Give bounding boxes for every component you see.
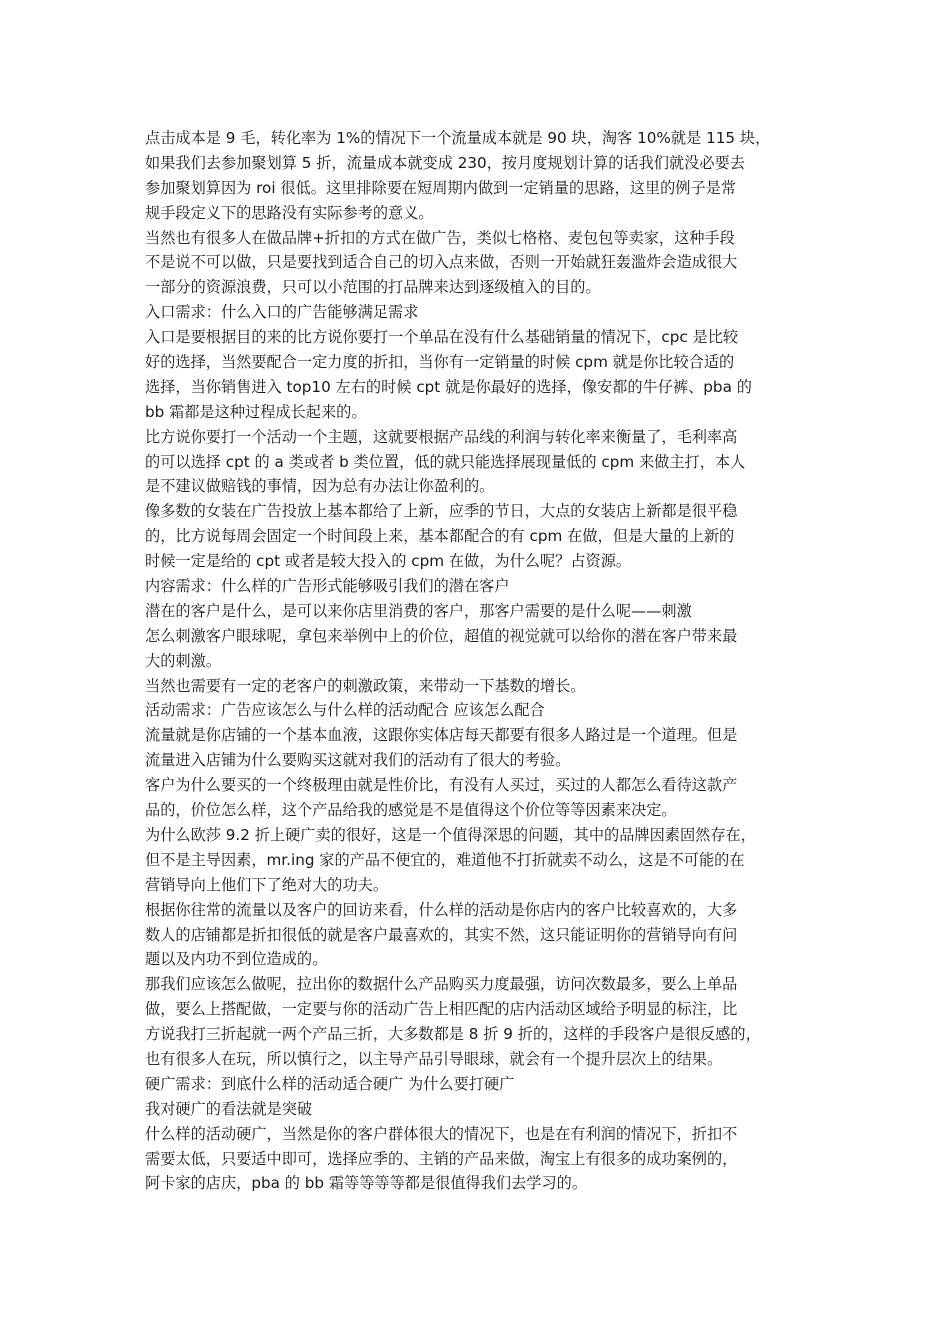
text-line: 参加聚划算因为 roi 很低。这里排除要在短周期内做到一定销量的思路，这里的例子是常 bbox=[145, 178, 737, 197]
text-line: 入口是要根据目的来的比方说你要打一个单品在没有什么基础销量的情况下，cpc 是比较 bbox=[145, 328, 739, 347]
text-line: 的，比方说每周会固定一个时间段上来，基本都配合的有 cpm 在做，但是大量的上新的 bbox=[145, 527, 735, 546]
text-line: 方说我打三折起就一两个产品三折，大多数都是 8 折 9 折的，这样的手段客户是很反感的， bbox=[145, 1025, 761, 1044]
text-line: 题以及内功不到位造成的。 bbox=[145, 950, 328, 969]
text-line: 规手段定义下的思路没有实际参考的意义。 bbox=[145, 203, 434, 222]
text-line: 比方说你要打一个活动一个主题，这就要根据产品线的利润与转化率来衡量了，毛利率高 bbox=[145, 427, 738, 446]
text-line: 不是说不可以做，只是要找到适合自己的切入点来做，否则一开始就狂轰滥炸会造成很大 bbox=[145, 253, 738, 272]
text-line: 大的刺激。 bbox=[145, 651, 221, 670]
section-heading: 硬广需求：到底什么样的活动适合硬广 为什么要打硬广 bbox=[145, 1074, 515, 1093]
text-line: 数人的店铺都是折扣很低的就是客户最喜欢的，其实不然，这只能证明你的营销导向有问 bbox=[145, 925, 738, 944]
text-line: 点击成本是 9 毛，转化率为 1%的情况下一个流量成本就是 90 块，淘客 10%就是 115 块， bbox=[145, 129, 771, 147]
text-line: bb 霜都是这种过程成长起来的。 bbox=[145, 402, 367, 421]
text-line: 营销导向上他们下了绝对大的功夫。 bbox=[145, 875, 388, 894]
text-line: 一部分的资源浪费，只可以小范围的打品牌来达到逐级植入的目的。 bbox=[145, 278, 601, 297]
text-line: 当然也有很多人在做品牌+折扣的方式在做广告，类似七格格、麦包包等卖家，这种手段 bbox=[145, 228, 735, 247]
text-line: 客户为什么要买的一个终极理由就是性价比，有没有人买过，买过的人都怎么看待这款产 bbox=[145, 776, 738, 795]
text-line: 的可以选择 cpt 的 a 类或者 b 类位置，低的就只能选择展现量低的 cpm 来做主打，本人 bbox=[145, 452, 746, 471]
text-line: 也有很多人在玩，所以慎行之，以主导产品引导眼球，就会有一个提升层次上的结果。 bbox=[145, 1049, 723, 1068]
text-line: 如果我们去参加聚划算 5 折，流量成本就变成 230，按月度规划计算的话我们就没必要去 bbox=[145, 153, 745, 172]
text-line: 时候一定是给的 cpt 或者是较大投入的 cpm 在做，为什么呢？占资源。 bbox=[145, 552, 632, 571]
section-heading: 入口需求：什么入口的广告能够满足需求 bbox=[145, 303, 419, 322]
text-line: 为什么欧莎 9.2 折上硬广卖的很好，这是一个值得深思的问题，其中的品牌因素固然存在， bbox=[145, 825, 756, 844]
text-line: 但不是主导因素，mr.ing 家的产品不便宜的，难道他不打折就卖不动么，这是不可能的在 bbox=[145, 850, 745, 869]
document-body bbox=[145, 126, 815, 1196]
text-line: 选择，当你销售进入 top10 左右的时候 cpt 就是你最好的选择，像安都的牛仔裤、pba 的 bbox=[145, 377, 752, 396]
text-line: 怎么刺激客户眼球呢，拿包来举例中上的价位，超值的视觉就可以给你的潜在客户带来最 bbox=[145, 626, 738, 645]
text-line: 潜在的客户是什么，是可以来你店里消费的客户，那客户需要的是什么呢——刺激 bbox=[145, 601, 692, 620]
section-heading: 内容需求：什么样的广告形式能够吸引我们的潜在客户 bbox=[145, 577, 510, 596]
text-line: 流量就是你店铺的一个基本血液，这跟你实体店每天都要有很多人路过是一个道理。但是 bbox=[145, 726, 738, 745]
text-line: 做，要么上搭配做，一定要与你的活动广告上相匹配的店内活动区域给予明显的标注，比 bbox=[145, 1000, 738, 1019]
text-line: 根据你往常的流量以及客户的回访来看，什么样的活动是你店内的客户比较喜欢的，大多 bbox=[145, 900, 738, 919]
text-line: 当然也需要有一定的老客户的刺激政策，来带动一下基数的增长。 bbox=[145, 676, 586, 695]
text-line: 阿卡家的店庆，pba 的 bb 霜等等等等都是很值得我们去学习的。 bbox=[145, 1174, 588, 1193]
text-line: 流量进入店铺为什么要购买这就对我们的活动有了很大的考验。 bbox=[145, 751, 571, 770]
text-line: 好的选择，当然要配合一定力度的折扣，当你有一定销量的时候 cpm 就是你比较合适的 bbox=[145, 353, 735, 372]
text-line: 那我们应该怎么做呢，拉出你的数据什么产品购买力度最强，访问次数最多，要么上单品 bbox=[145, 975, 738, 994]
text-line: 品的，价位怎么样，这个产品给我的感觉是不是值得这个价位等等因素来决定。 bbox=[145, 801, 677, 820]
text-line: 像多数的女装在广告投放上基本都给了上新，应季的节日，大点的女装店上新都是很平稳 bbox=[145, 502, 738, 521]
text-line: 需要太低，只要适中即可，选择应季的、主销的产品来做，淘宝上有很多的成功案例的， bbox=[145, 1149, 738, 1168]
section-heading: 活动需求：广告应该怎么与什么样的活动配合 应该怎么配合 bbox=[145, 701, 545, 720]
text-line: 我对硬广的看法就是突破 bbox=[145, 1099, 313, 1118]
text-line: 是不建议做赔钱的事情，因为总有办法让你盈利的。 bbox=[145, 477, 495, 496]
text-line: 什么样的活动硬广，当然是你的客户群体很大的情况下，也是在有利润的情况下，折扣不 bbox=[145, 1124, 738, 1143]
